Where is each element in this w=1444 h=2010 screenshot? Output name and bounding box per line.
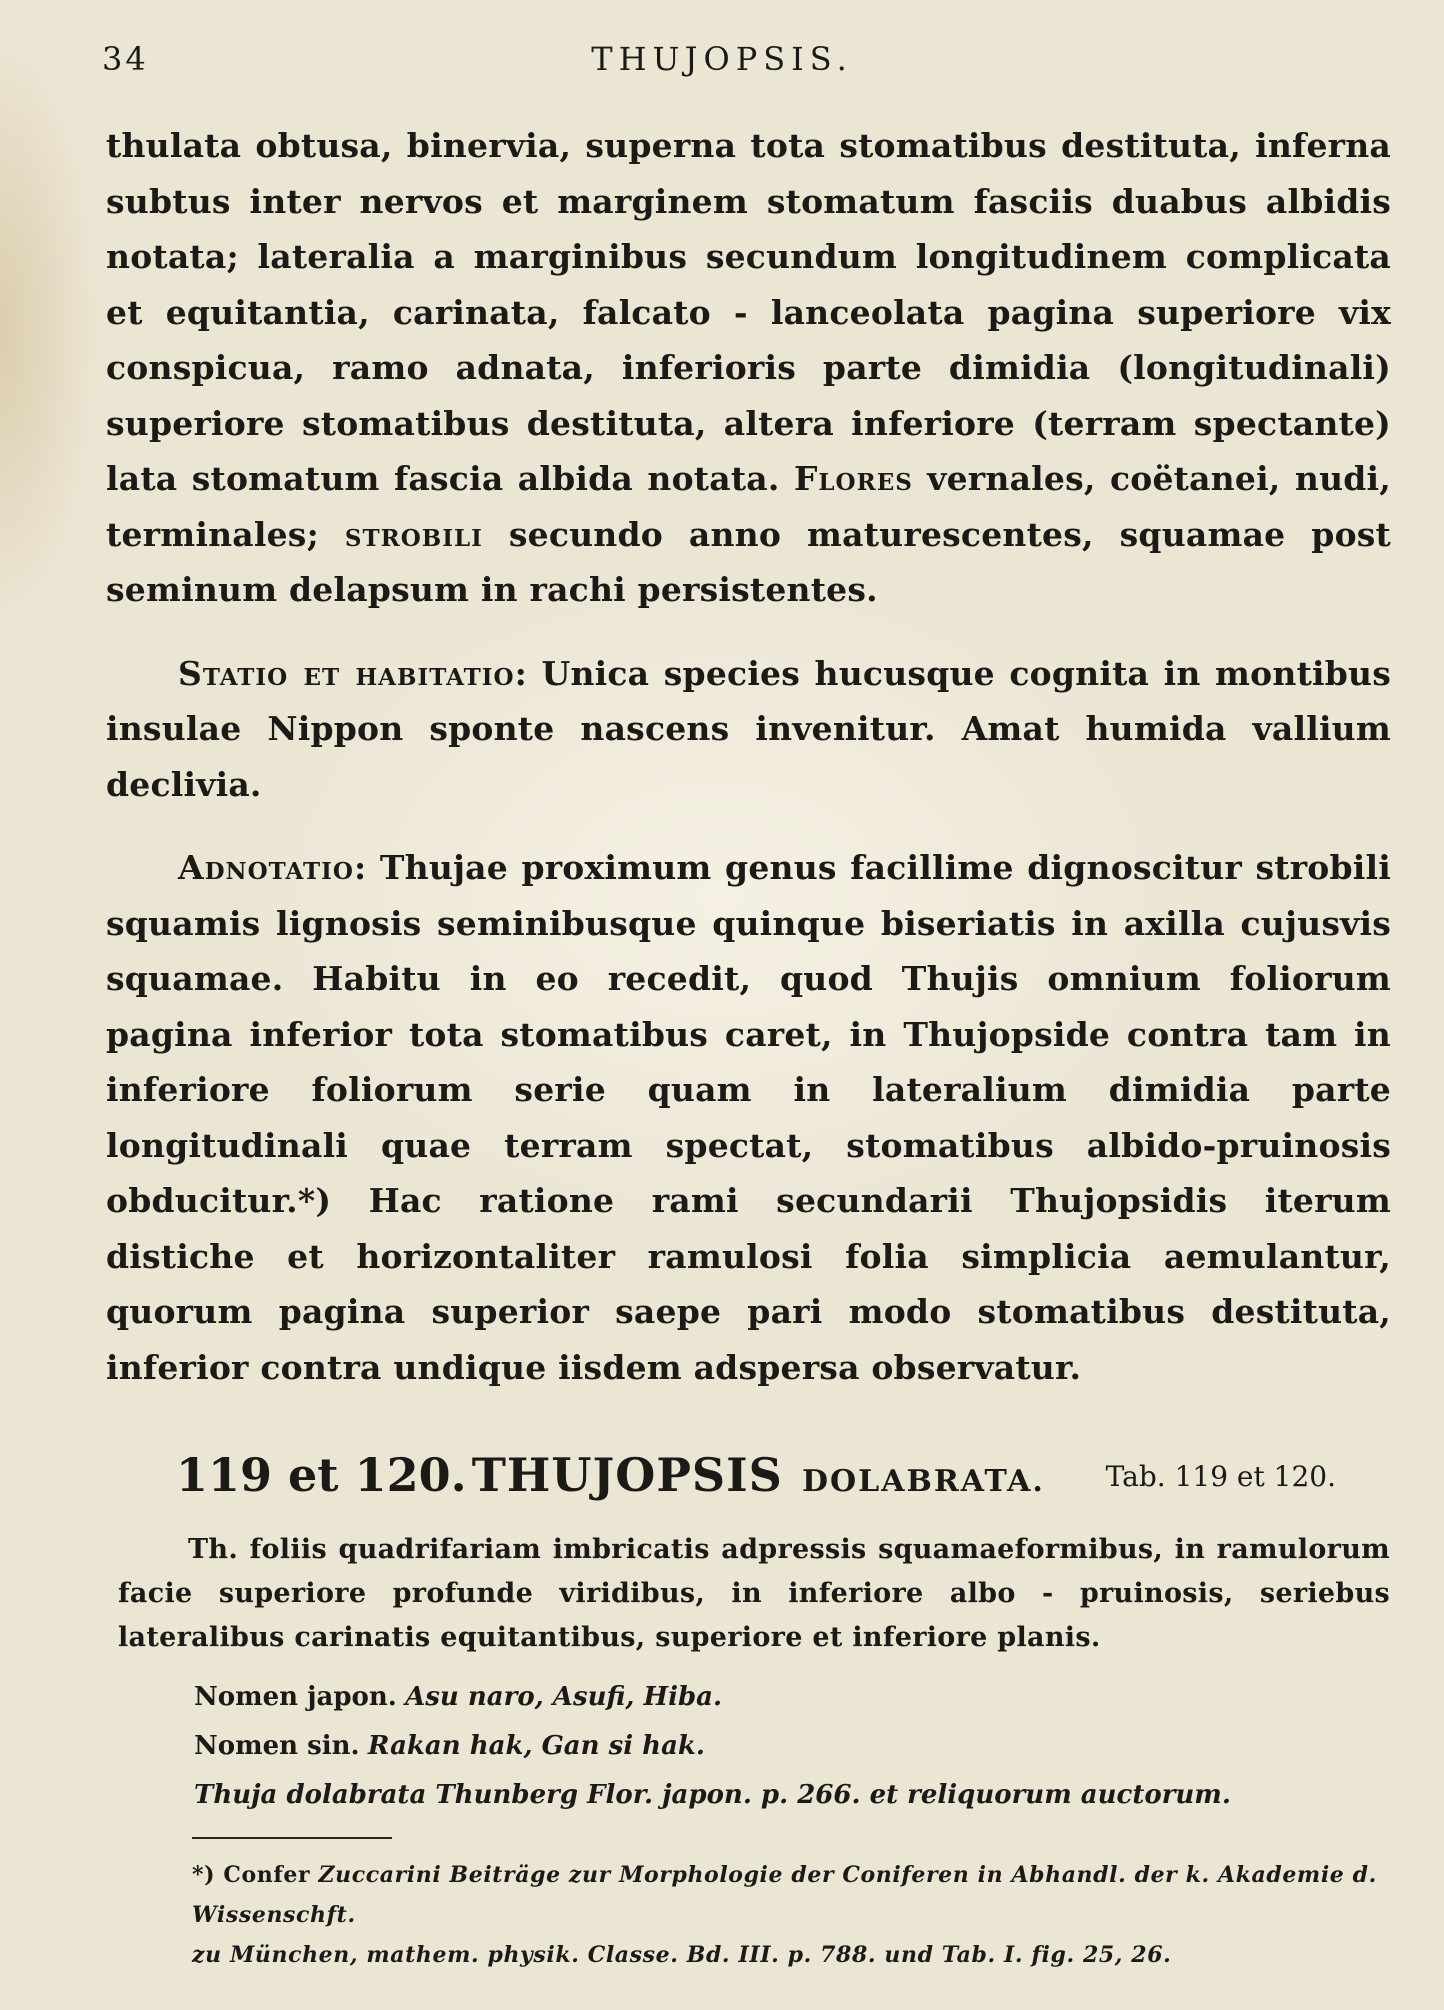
nomen-sin-line [194,1733,1394,1759]
footnote-text-line2: zu München, mathem. physik. Classe. Bd. III. p. 788. und Tab. I. fig. 25, 26. [192,1942,1172,1968]
nomen-sin-value: Rakan hak, Gan si hak. [367,1731,705,1761]
main-text [106,118,1391,1395]
adnotatio-label: Adnotatio [178,848,354,887]
page-number: 34 [102,40,149,78]
nomen-japon-value: Asu naro, Asufi, Hiba. [405,1682,723,1712]
footnote-rule [192,1837,392,1839]
nomen-sin-label: Nomen sin. [194,1731,360,1761]
species-heading [176,1448,1336,1502]
species-number: 119 et 120. [176,1448,467,1502]
species-epithet: DOLABRATA. [802,1464,1045,1499]
page-header [0,40,1444,80]
footnote-text-line1: Zuccarini Beiträge zur Morphologie der Coniferen in Abhandl. der k. Akademie d. Wissenschft. [192,1862,1377,1928]
term-flores: Flores [793,459,913,498]
species-genus: THUJOPSIS [471,1448,783,1502]
nomen-japon-line [194,1684,1394,1710]
species-diagnosis: Th. foliis quadrifariam imbricatis adpressis squamaeformibus, in ramulorum facie superiore profunde viridibus, in inferiore albo - pruinosis, seriebus lateralibus carinatis equitantibus, superiore et inferiore planis. [118,1534,1390,1653]
description-text-2: vernales, coëtanei, nudi, terminales; [106,459,1391,554]
plate-reference: Tab. 119 et 120. [1105,1460,1336,1493]
description-text-1: thulata obtusa, binervia, superna tota stomatibus destituta, inferna subtus inter nervos et marginem stomatum fasciis duabus albidis notata; lateralia a marginibus secundum longitudinem complicata et equitantia, carinata, falcato - lanceolata pagina superiore vix conspicua, ramo adnata, inferioris parte dimidia (longitudinali) superiore stomatibus destituta, altera inferiore (terram spectante) lata stomatum fascia albida notata. [106,126,1391,498]
synonym-text: Thuja dolabrata Thunberg Flor. japon. p. 266. et reliquorum auctorum. [194,1780,1231,1810]
synonym-list [194,1684,1394,1831]
footnote-marker: *) Confer [192,1862,319,1888]
nomen-japon-label: Nomen japon. [194,1682,397,1712]
paragraph-adnotatio [106,840,1391,1395]
paragraph-statio [106,646,1391,813]
running-title: THUJOPSIS. [591,40,853,78]
adnotatio-text: : Thujae proximum genus facillime dignoscitur strobili squamis lignosis seminibusque quinque biseriatis in axilla cujusvis squamae. Habitu in eo recedit, quod Thujis omnium foliorum pagina inferior tota stomatibus caret, in Thujopside contra tam in inferiore foliorum serie quam in lateralium dimidia parte longitudinali quae terram spectat, stomatibus albido-pruinosis obducitur.*) Hac ratione rami secundarii Thujopsidis iterum distiche et horizontaliter ramulosi folia simplicia aemulantur, quorum pagina superior saepe pari modo stomatibus destituta, inferior contra undique iisdem adspersa observatur. [106,848,1391,1387]
description-text-3: secundo anno maturescentes, squamae post seminum delapsum in rachi persistentes. [106,514,1392,609]
term-strobili: strobili [344,514,483,554]
footnote [192,1855,1392,1975]
statio-text: : Unica species hucusque cognita in montibus insulae Nippon sponte nascens invenitur. Amat humida vallium declivia. [106,653,1391,804]
paragraph-description [106,118,1391,618]
statio-label: Statio et habitatio [178,653,515,693]
synonym-line [194,1782,1394,1808]
